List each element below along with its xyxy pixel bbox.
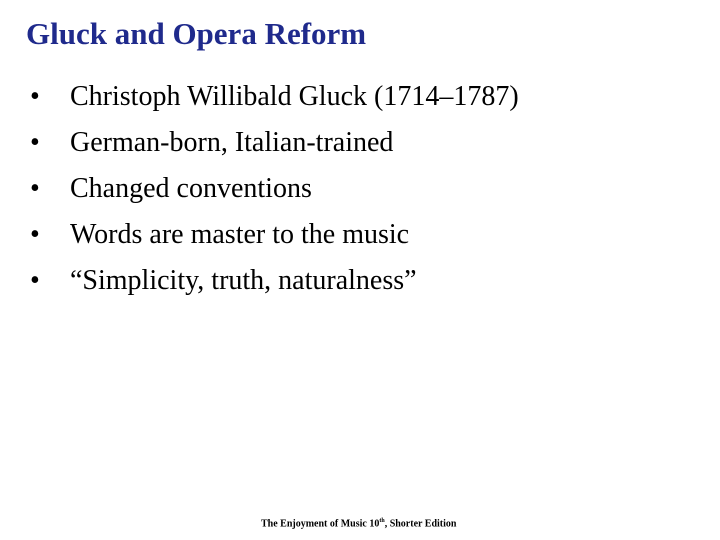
slide-title: Gluck and Opera Reform <box>26 16 367 51</box>
bullet-icon: • <box>30 265 40 296</box>
bullet-text: Christoph Willibald Gluck (1714–1787) <box>70 81 519 112</box>
footer-text-suffix: , Shorter Edition <box>384 518 457 530</box>
bullet-icon: • <box>30 173 40 204</box>
bullet-text: Words are master to the music <box>70 219 410 250</box>
bullet-text: “Simplicity, truth, naturalness” <box>70 265 417 296</box>
footer-text-prefix: The Enjoyment of Music 10 <box>261 518 380 530</box>
slide-footer <box>261 518 456 529</box>
bullet-text: Changed conventions <box>70 173 312 204</box>
footer-superscript: th <box>379 518 385 524</box>
bullet-icon: • <box>30 81 40 112</box>
bullet-text: German-born, Italian-trained <box>70 127 394 158</box>
bullet-icon: • <box>30 219 40 250</box>
bullet-icon: • <box>30 127 40 158</box>
